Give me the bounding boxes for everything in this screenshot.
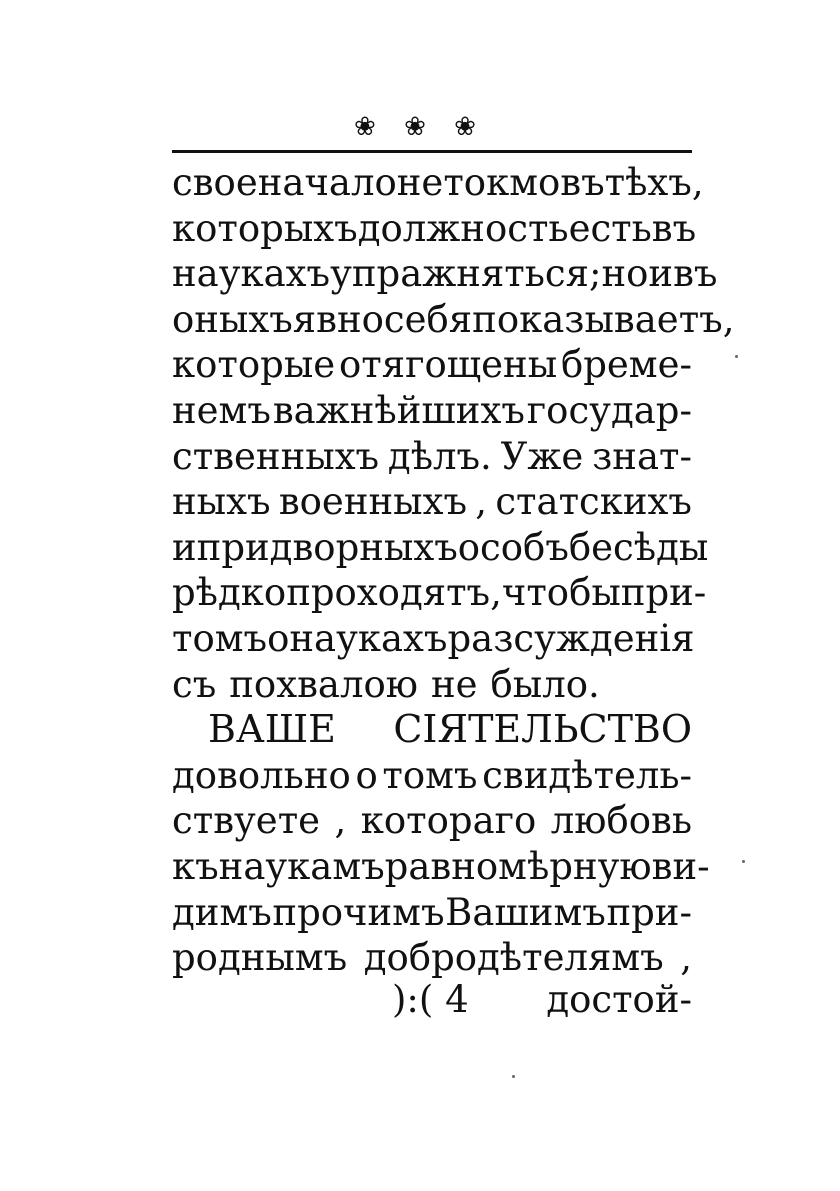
word: не (430, 662, 478, 706)
signature-mark: ):( 4 (392, 978, 469, 1021)
word: Уже (500, 434, 584, 478)
word: , (475, 480, 488, 524)
word: котораго (360, 799, 537, 843)
word: къ (172, 844, 219, 888)
word: которыхъ (172, 206, 358, 250)
text-line (172, 160, 704, 206)
word: томъ (382, 753, 478, 797)
text-line (172, 798, 692, 844)
word: но (601, 252, 649, 296)
paper-speck (735, 355, 738, 358)
text-line (172, 206, 697, 252)
word: упражняться (330, 252, 589, 296)
word: рѣдко (172, 571, 287, 615)
text-line (172, 342, 692, 388)
word: начало (257, 161, 397, 204)
word: было. (490, 662, 600, 706)
word: роднымъ (172, 936, 348, 980)
word: довольно (172, 753, 351, 797)
word: ныхъ (172, 480, 271, 524)
text-line (172, 251, 718, 297)
word: и (648, 252, 674, 296)
heading-line (172, 707, 692, 753)
text-line (172, 753, 692, 799)
word: тѣхъ, (604, 161, 704, 204)
word: государ- (526, 388, 692, 432)
word: любовь (550, 799, 692, 843)
word: СІЯТЕЛЬСТВО (393, 707, 692, 752)
word: показываетъ, (472, 297, 735, 341)
body-text (172, 160, 735, 981)
word: съ (172, 662, 217, 706)
word: нетокмо (396, 161, 561, 204)
word: въ (651, 206, 697, 250)
word: отягощены (338, 343, 558, 387)
word: должность (357, 206, 569, 250)
word: важнѣйшихъ (272, 388, 525, 432)
word: наукахъ (289, 616, 448, 660)
word: о (355, 753, 378, 797)
word: въ (560, 161, 605, 204)
word: ствуете (172, 799, 321, 843)
word: ви- (651, 844, 710, 888)
word: бреме- (560, 343, 692, 387)
paper-speck (512, 1075, 515, 1078)
word: томъ (172, 616, 268, 660)
word: въ (673, 252, 718, 296)
word: добродѣтелямъ (363, 936, 664, 980)
word: особъ (457, 525, 569, 569)
word: прочимъ (272, 890, 445, 934)
word: себя (383, 297, 473, 341)
word: при- (606, 890, 692, 934)
word: статскихъ (495, 480, 692, 524)
word: ВАШЕ (208, 707, 336, 752)
word: равномѣрную (384, 844, 652, 888)
word: которые (172, 343, 336, 387)
word: свое (172, 161, 258, 204)
word: , (334, 799, 347, 843)
text-line (172, 388, 692, 434)
text-line (172, 890, 692, 936)
catchword: достой- (546, 978, 692, 1021)
text-line (172, 525, 709, 571)
word: похвалою (229, 662, 418, 706)
word: и (172, 525, 197, 569)
word: разсужденія (447, 616, 695, 660)
text-line (172, 297, 735, 343)
word: знат- (592, 434, 692, 478)
word: о (267, 616, 290, 660)
word: , (680, 936, 692, 980)
word: военныхъ (278, 480, 467, 524)
word: при- (620, 571, 707, 615)
text-line (172, 662, 692, 708)
word: ; (589, 252, 602, 296)
paper-speck (742, 860, 745, 863)
word: Вашимъ (445, 890, 606, 934)
word: наукахъ (172, 252, 331, 296)
word: явно (292, 297, 384, 341)
word: чтобы (501, 571, 621, 615)
word: димъ (172, 890, 272, 934)
text-line (172, 935, 692, 981)
text-line (172, 570, 707, 616)
word: есть (568, 206, 652, 250)
header-rule (172, 150, 692, 153)
word: придворныхъ (196, 525, 458, 569)
ornament-header: ❀ ❀ ❀ (354, 112, 486, 142)
word: проходятъ, (286, 571, 502, 615)
text-line (172, 616, 695, 662)
word: оныхъ (172, 297, 293, 341)
text-line (172, 434, 692, 480)
word: ственныхъ (172, 434, 380, 478)
word: бесѣды (568, 525, 709, 569)
page-footer (172, 978, 692, 1024)
word: дѣлъ. (387, 434, 492, 478)
text-line (172, 479, 692, 525)
word: немъ (172, 388, 271, 432)
text-line (172, 844, 710, 890)
word: наукамъ (218, 844, 385, 888)
word: свидѣтель- (482, 753, 692, 797)
